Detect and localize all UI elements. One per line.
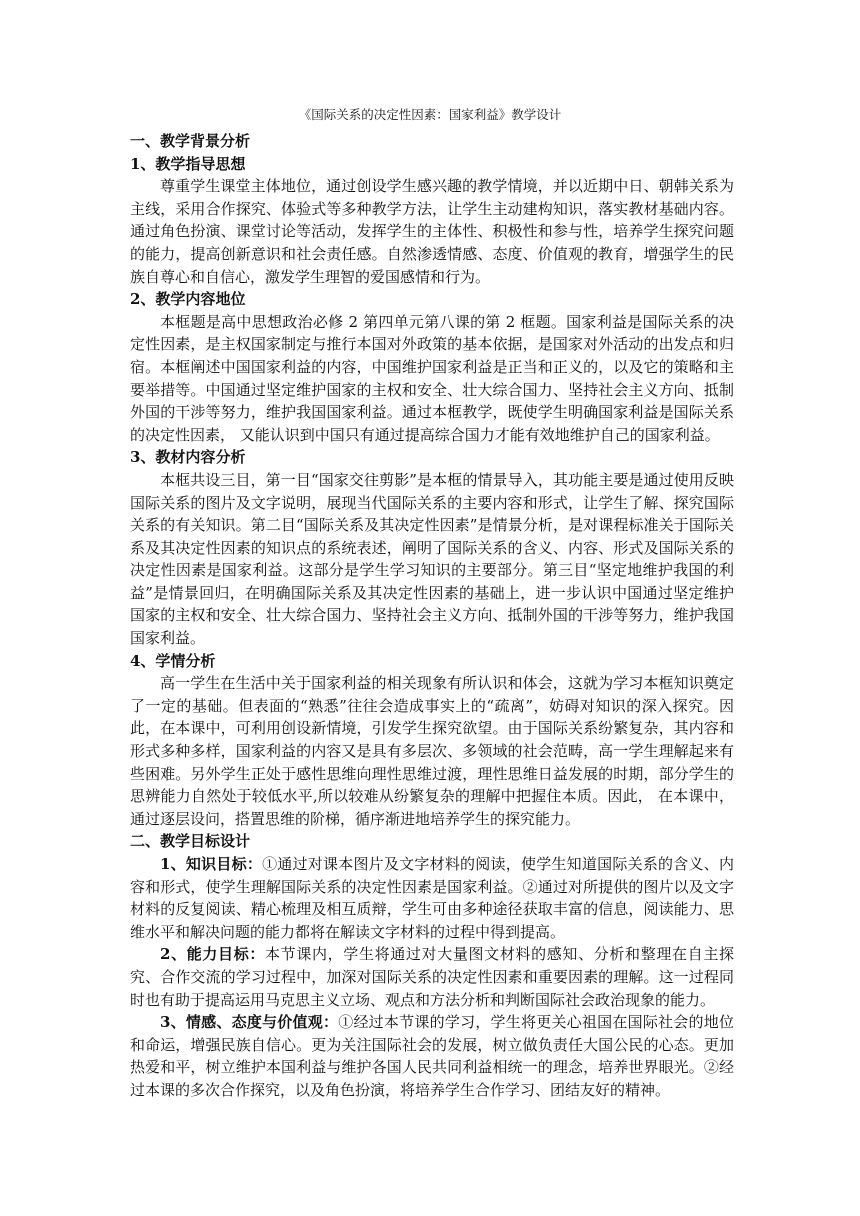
document-title: 《国际关系的决定性因素：国家利益》教学设计 <box>298 107 562 122</box>
label-emotion-objective: 3、情感、态度与价值观： <box>160 1013 339 1032</box>
section-heading-background: 一、教学背景分析 <box>130 132 251 150</box>
paragraph-content-position: 本框题是高中思想政治必修 2 第四单元第八课的第 2 框题。国家利益是国际关系的决定性因素，是主权国家制定与推行本国对外政策的基本依据，是国家对外活动的出发点和归宿。本框阐述中国国家利益的内容，中国维护国家利益是正当和正义的，以及它的策略和主要举措等。中国通过坚定维护国家的主权和安全、壮大综合国力、坚持社会主义方向、抵制外国的干涉等努力，维护我国国家利益。通过本框教学，既使学生明确国家利益是国际关系的决定性因素， 又能认识到中国只有通过提高综合国力才能有效地维护自己的国家利益。 <box>130 312 734 444</box>
paragraph-guiding-idea: 尊重学生课堂主体地位，通过创设学生感兴趣的教学情境，并以近期中日、朝韩关系为主线，采用合作探究、体验式等多种教学方法，让学生主动建构知识，落实教材基础内容。通过角色扮演、课堂讨论等活动，发挥学生的主体性、积极性和参与性，培养学生探究问题的能力，提高创新意识和社会责任感。自然渗透情感、态度、价值观的教育，增强学生的民族自尊心和自信心，激发学生理智的爱国感情和行为。 <box>130 177 734 286</box>
label-ability-objective: 2、能力目标： <box>160 945 266 964</box>
paragraph-learner-analysis: 高一学生在生活中关于国家利益的相关现象有所认识和体会，这就为学习本框知识奠定了一定的基础。但表面的“熟悉”往往会造成事实上的“疏离”，妨碍对知识的深入探究。因此，在本课中，可利用创设新情境，引发学生探究欲望。由于国际关系纷繁复杂，其内容和形式多种多样，国家利益的内容又是具有多层次、多领域的社会范畴，高一学生理解起来有些困难。另外学生正处于感性思维向理性思维过渡，理性思维日益发展的时期，部分学生的思辨能力自然处于较低水平,所以较难从纷繁复杂的理解中把握住本质。因此， 在本课中，通过逐层设问，搭置思维的阶梯，循序渐进地培养学生的探究能力。 <box>130 674 734 828</box>
subheading-guiding-idea: 1、教学指导思想 <box>130 154 246 173</box>
paragraph-emotion-objective <box>130 1011 734 1101</box>
subheading-textbook-analysis: 3、教材内容分析 <box>130 448 246 467</box>
text-emotion-objective: ①经过本节课的学习，学生将更关心祖国在国际社会的地位和命运，增强民族自信心。更为关注国际社会的发展，树立做负责任大国公民的心态。更加热爱和平，树立维护本国利益与维护各国人民共同利益相统一的理念，培养世界眼光。②经过本课的多次合作探究，以及角色扮演，将培养学生合作学习、团结友好的精神。 <box>130 1013 734 1099</box>
text-ability-objective: 本节课内，学生将通过对大量图文材料的感知、分析和整理在自主探究、合作交流的学习过程中，加深对国际关系的决定性因素和重要因素的理解。这一过程同时也有助于提高运用马克思主义立场、观点和方法分析和判断国际社会政治现象的能力。 <box>130 945 734 1009</box>
text-knowledge-objective: ①通过对课本图片及文字材料的阅读，使学生知道国际关系的含义、内容和形式，使学生理解国际关系的决定性因素是国家利益。②通过对所提供的图片以及文字材料的反复阅读、精心梳理及相互质辩，学生可由多种途径获取丰富的信息，阅读能力、思维水平和解决问题的能力都将在解读文字材料的过程中得到提高。 <box>130 855 734 941</box>
section-heading-objectives: 二、教学目标设计 <box>130 832 251 851</box>
subheading-learner-analysis: 4、学情分析 <box>130 651 216 670</box>
paragraph-textbook-analysis: 本框共设三目，第一目“国家交往剪影”是本框的情景导入，其功能主要是通过使用反映国际关系的图片及文字说明，展现当代国际关系的主要内容和形式，让学生了解、探究国际关系的有关知识。第二目“国际关系及其决定性因素”是情景分析，是对课程标准关于国际关系及其决定性因素的知识点的系统表述，阐明了国际关系的含义、内容、形式及国际关系的决定性因素是国家利益。这部分是学生学习知识的主要部分。第三目“坚定地维护我国的利益”是情景回归，在明确国际关系及其决定性因素的基础上，进一步认识中国通过坚定维护国家的主权和安全、壮大综合国力、坚持社会主义方向、抵制外国的干涉等努力，维护我国国家利益。 <box>130 470 734 648</box>
paragraph-knowledge-objective <box>130 853 734 943</box>
paragraph-ability-objective <box>130 943 734 1011</box>
subheading-content-position: 2、教学内容地位 <box>130 290 246 309</box>
document-body <box>130 130 734 1102</box>
label-knowledge-objective: 1、知识目标： <box>160 855 263 873</box>
